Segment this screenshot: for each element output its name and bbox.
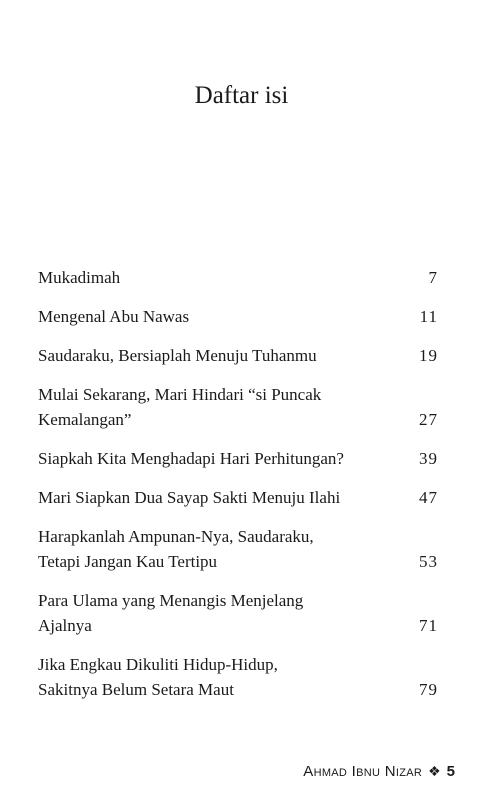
toc-entry-title — [38, 304, 414, 329]
toc-entry-title-line: Saudaraku, Bersiaplah Menuju Tuhanmu — [38, 346, 317, 365]
toc-entry-title-line: Siapkah Kita Menghadapi Hari Perhitungan? — [38, 449, 344, 468]
toc-entry-page: 47 — [419, 488, 438, 507]
toc-entry-title-line: Ajalnya — [38, 616, 92, 635]
toc-entry-title — [38, 485, 414, 510]
toc-entry[interactable] — [38, 446, 438, 471]
diamond-ornament-icon: ❖ — [428, 763, 441, 779]
toc-entry-title-line: Mulai Sekarang, Mari Hindari “si Puncak — [38, 385, 322, 404]
toc-entry-title-line: Para Ulama yang Menangis Menjelang — [38, 591, 304, 610]
toc-entry[interactable] — [38, 304, 438, 329]
toc-entry[interactable] — [38, 588, 438, 638]
toc-entry[interactable] — [38, 524, 438, 574]
toc-entry-page: 7 — [428, 268, 438, 287]
table-of-contents — [38, 265, 438, 716]
toc-entry-title — [38, 382, 414, 432]
toc-entry[interactable] — [38, 485, 438, 510]
page-footer — [303, 763, 455, 780]
toc-entry-title — [38, 588, 414, 638]
toc-entry-title — [38, 446, 414, 471]
toc-entry-title-line: Harapkanlah Ampunan-Nya, Saudaraku, — [38, 527, 314, 546]
toc-entry-page: 79 — [419, 680, 438, 699]
toc-entry-title-line: Kemalangan” — [38, 410, 132, 429]
toc-entry-title — [38, 652, 414, 702]
toc-entry-page: 11 — [419, 307, 438, 326]
toc-entry-title-line: Mukadimah — [38, 268, 121, 287]
toc-entry-title-line: Mengenal Abu Nawas — [38, 307, 190, 326]
toc-entry-page: 39 — [419, 449, 438, 468]
toc-entry-title — [38, 524, 414, 574]
toc-entry[interactable] — [38, 652, 438, 702]
toc-entry-page: 27 — [419, 410, 438, 429]
toc-entry-title-line: Jika Engkau Dikuliti Hidup-Hidup, — [38, 655, 278, 674]
toc-entry[interactable] — [38, 382, 438, 432]
toc-entry-page: 71 — [419, 616, 438, 635]
toc-entry-title — [38, 265, 414, 290]
toc-entry-title-line: Mari Siapkan Dua Sayap Sakti Menuju Ilahi — [38, 488, 341, 507]
page-number: 5 — [446, 763, 455, 780]
page-title: Daftar isi — [194, 82, 289, 109]
toc-entry-page: 19 — [419, 346, 438, 365]
toc-entry[interactable] — [38, 265, 438, 290]
footer-author: Ahmad Ibnu Nizar — [303, 763, 423, 780]
toc-entry-title-line: Tetapi Jangan Kau Tertipu — [38, 552, 218, 571]
toc-entry-title-line: Sakitnya Belum Setara Maut — [38, 680, 234, 699]
toc-entry-page: 53 — [419, 552, 438, 571]
toc-entry[interactable] — [38, 343, 438, 368]
toc-entry-title — [38, 343, 414, 368]
